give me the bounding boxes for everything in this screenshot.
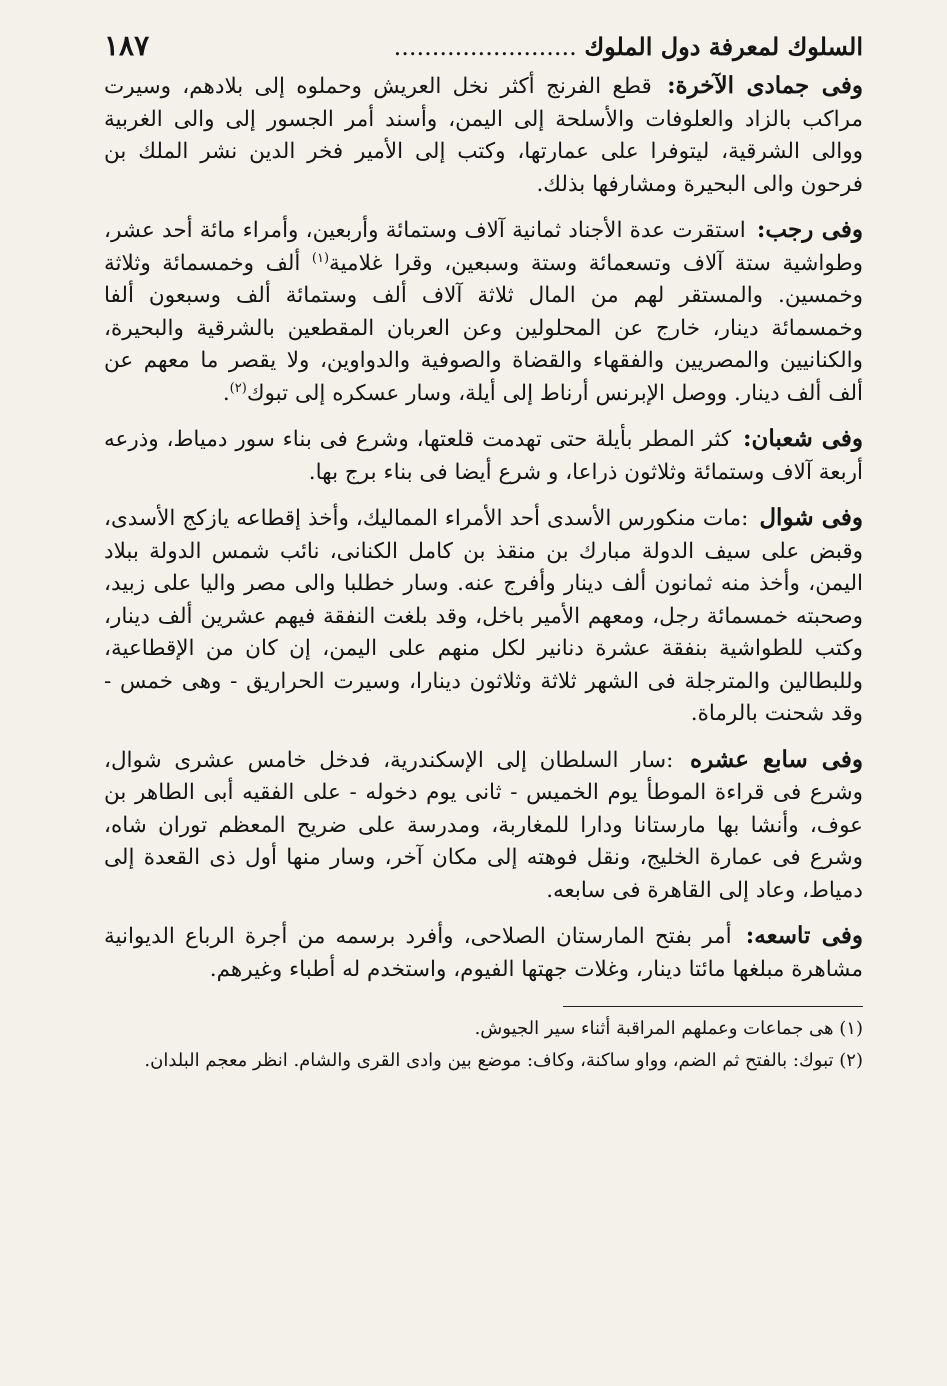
paragraph-shawwal <box>104 502 863 731</box>
paragraph-text: :مات منكورس الأسدى أحد الأمراء المماليك، وأخذ إقطاعه يازكج الأسدى، وقبض على سيف الدولة مبارك بن منقذ بن كامل الكنانى، نائب شمس الدولة ببلاد اليمن، وأخذ منه ثمانون ألف دينار وأفرج عنه. وسار خطلبا والى مصر واليا على زبيد، وصحبته خمسمائة رجل، ومعهم الأمير باخل، وقد بلغت النفقة فيهم عشرين ألف دينار، وكتب للطواشية بنفقة عشرة دنانير لكل منهم على اليمن، إن كان من الإقطاعية، وللبطالين والمترجلة فى الشهر ثلاثة وثلاثون دينارا، وسيرت الحراريق - وهى خمس - وقد شحنت بالرماة. <box>104 506 863 726</box>
running-title: السلوك لمعرفة دول الملوك ..... <box>394 27 863 67</box>
footnote-divider <box>563 1006 863 1007</box>
paragraph-heading: وفى رجب: <box>756 216 863 243</box>
paragraph-text: كثر المطر بأيلة حتى تهدمت قلعتها، وشرع فى بناء سور دمياط، وذرعه أربعة آلاف وستمائة وثلاثون ذراعا، و شرع أيضا فى بناء برج بها. <box>104 427 863 485</box>
paragraph-heading: وفى تاسعه: <box>745 922 863 949</box>
paragraph-end: . <box>222 380 230 406</box>
paragraph-ninth <box>104 920 863 986</box>
paragraph-heading: وفى شوال <box>759 504 863 531</box>
footnote-1: (١) هى جماعات وعملهم المراقبة أثناء سير الجيوش. <box>474 1018 863 1039</box>
paragraph-text: :سار السلطان إلى الإسكندرية، فدخل خامس عشرى شوال، وشرع فى قراءة الموطأ يوم الخميس - ثانى يوم دخوله - على الفقيه أبى الطاهر بن عوف، وأنشا بها مارستانا ودارا للمغاربة، ومدرسة على ضريح المعظم توران شاه، وشرع فى عمارة الخليج، ونقل فوهته إلى مكان آخر، وسار منها أول ذى القعدة إلى دمياط، وعاد إلى القاهرة فى سابعه. <box>104 747 863 903</box>
paragraph-heading: وفى جمادى الآخرة: <box>667 72 864 99</box>
paragraph-heading: وفى سابع عشره <box>690 745 863 773</box>
footnote-2: (٢) تبوك: بالفتح ثم الضم، وواو ساكنة، وكاف: موضع بين وادى القرى والشام. انظر معجم البلدان. <box>144 1050 863 1071</box>
paragraph-jumada <box>104 70 863 201</box>
paragraph-text: قطع الفرنج أكثر نخل العريش وحملوه إلى بلادهم، وسيرت مراكب بالزاد والعلوفات والأسلحة إلى اليمن، وأسند أمر الجسور إلى والى الغربية ووالى الشرقية، ليتوفرا على عمارتها، وكتب إلى الأمير فخر الدين نشر الملك بن فرحون والى البحيرة ومشارفها بذلك. <box>104 74 863 197</box>
paragraph-seventeenth <box>104 744 863 908</box>
page-header <box>104 26 863 66</box>
page-number: ١٨٧ <box>104 29 150 62</box>
paragraph-heading: وفى شعبان: <box>743 425 863 452</box>
paragraph-text: ألف وخمسمائة وثلاثة وخمسين. والمستقر لهم من المال ثلاثة آلاف ألف وستمائة ألف وسبعون ألفا وخمسمائة دينار، خارج عن المحلولين وعن العربان المقطعين بالشرقية والبحيرة، والكنانيين والمصريين والفقهاء والقضاة والصوفية والدواوين، ولا يقصر ما معهم عن ألف ألف دينار. ووصل الإبرنس أرناط إلى أيلة، وسار عسكره إلى تبوك <box>104 250 863 406</box>
paragraph-text: استقرت عدة الأجناد ثمانية آلاف وستمائة وأربعين، وأمراء مائة أحد عشر، وطواشية ستة آلاف وتسعمائة وستة وسبعين، وقرا غلامية <box>104 218 863 276</box>
paragraph-shaban <box>104 423 863 489</box>
footnote-ref-2[interactable]: (٢) <box>229 380 247 396</box>
paragraph-text: أمر بفتح المارستان الصلاحى، وأفرد برسمه من أجرة الرباع الديوانية مشاهرة مبلغها مائتا دينار، وغلات جهتها الفيوم، واستخدم له أطباء وغيرهم. <box>104 924 863 982</box>
footnote-ref-1[interactable]: (١) <box>311 250 330 266</box>
paragraph-rajab <box>104 214 863 410</box>
